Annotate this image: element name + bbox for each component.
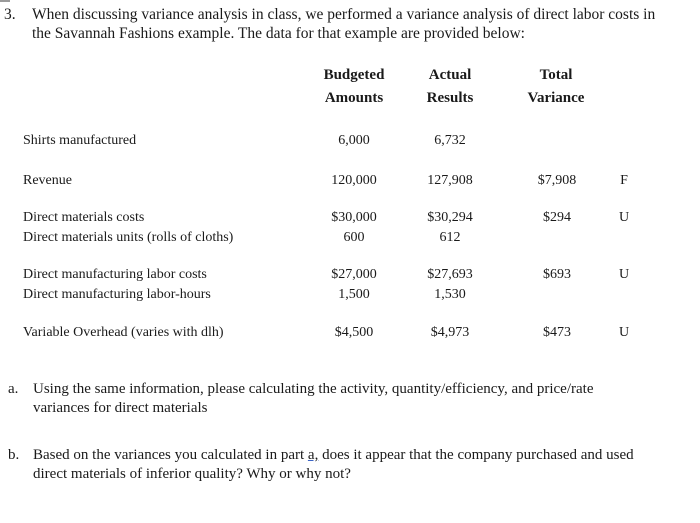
row-label-shirts: Shirts manufactured [23, 133, 137, 148]
cell-variance-dm-costs: $294 [543, 210, 571, 225]
question-text-line-2: the Savannah Fashions example. The data for that example are provided below: [32, 25, 525, 42]
row-label-dm-units: Direct materials units (rolls of cloths) [23, 230, 234, 245]
cell-budgeted-dml-hours: 1,500 [338, 287, 370, 302]
cell-actual-variable-overhead: $4,973 [430, 325, 470, 340]
cell-budgeted-variable-overhead: $4,500 [334, 325, 374, 340]
part-b-letter: b. [8, 447, 20, 463]
cell-actual-shirts: 6,732 [434, 133, 466, 148]
cell-budgeted-dm-units: 600 [343, 230, 365, 245]
part-b-line-2: direct materials of inferior quality? Why or why not? [33, 466, 351, 482]
header-actual-line-2: Results [426, 90, 474, 106]
part-a-reference: a, [307, 447, 319, 463]
header-budgeted-line-2: Amounts [324, 90, 384, 106]
cell-actual-revenue: 127,908 [427, 173, 473, 188]
cell-fu-variable-overhead: U [618, 325, 630, 340]
cell-variance-dml-costs: $693 [543, 267, 571, 282]
cell-fu-dm-costs: U [618, 210, 630, 225]
cell-fu-revenue: F [620, 173, 628, 188]
row-label-dm-costs: Direct materials costs [23, 210, 145, 225]
cell-actual-dml-costs: $27,693 [427, 267, 473, 282]
part-a-line-1: Using the same information, please calculating the activity, quantity/efficiency, and price/rate [33, 381, 594, 397]
page-corner-mark [0, 0, 10, 2]
question-text-line-1: When discussing variance analysis in class, we performed a variance analysis of direct labor costs in [32, 6, 656, 23]
cell-fu-dml-costs: U [618, 267, 630, 282]
cell-budgeted-shirts: 6,000 [338, 133, 370, 148]
cell-actual-dm-units: 612 [439, 230, 461, 245]
part-a-line-2: variances for direct materials [33, 400, 208, 416]
cell-actual-dm-costs: $30,294 [427, 210, 473, 225]
row-label-dml-costs: Direct manufacturing labor costs [23, 267, 207, 282]
cell-budgeted-dml-costs: $27,000 [331, 267, 377, 282]
cell-actual-dml-hours: 1,530 [434, 287, 466, 302]
cell-variance-variable-overhead: $473 [543, 325, 571, 340]
header-total-line-2: Variance [527, 90, 585, 106]
question-number: 3. [4, 6, 16, 23]
row-label-dml-hours: Direct manufacturing labor-hours [23, 287, 211, 302]
part-a-letter: a. [8, 381, 19, 397]
row-label-variable-overhead: Variable Overhead (varies with dlh) [23, 325, 224, 340]
part-b-line-1-pre: Based on the variances you calculated in part [33, 447, 308, 463]
header-actual-line-1: Actual [428, 67, 472, 83]
cell-budgeted-revenue: 120,000 [331, 173, 377, 188]
cell-budgeted-dm-costs: $30,000 [331, 210, 377, 225]
header-total-line-1: Total [539, 67, 573, 83]
part-b-line-1 [33, 447, 634, 464]
header-budgeted-line-1: Budgeted [323, 67, 385, 83]
cell-variance-revenue: $7,908 [537, 173, 577, 188]
row-label-revenue: Revenue [23, 173, 72, 188]
part-b-line-1-post: does it appear that the company purchased and used [318, 447, 634, 463]
